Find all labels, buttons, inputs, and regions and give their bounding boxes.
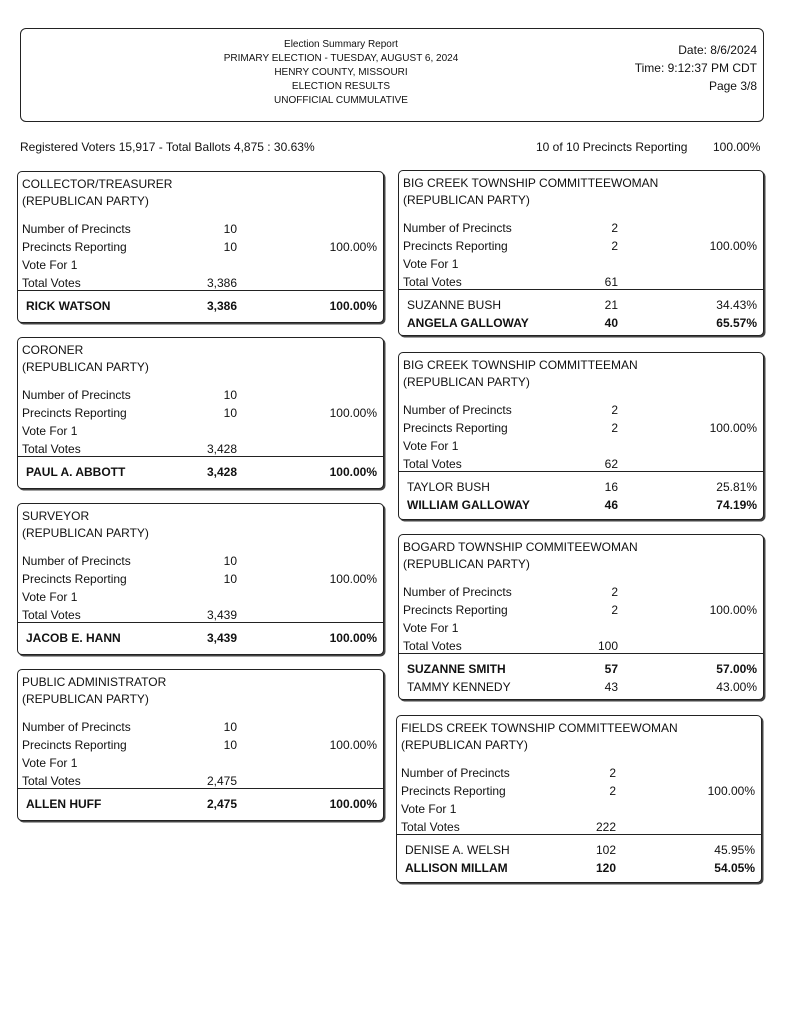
- stat-value: 2: [611, 603, 618, 617]
- candidate-name: JACOB E. HANN: [26, 631, 121, 645]
- race-title: [22, 342, 149, 376]
- candidate-name: RICK WATSON: [26, 299, 111, 313]
- stat-row: [401, 764, 757, 782]
- candidate-votes: 57: [604, 662, 618, 676]
- candidate-percent: 54.05%: [714, 861, 755, 875]
- stat-label: Number of Precincts: [22, 554, 131, 568]
- party-name: (REPUBLICAN PARTY): [22, 194, 149, 208]
- stat-row: [403, 601, 759, 619]
- stat-label: Total Votes: [403, 275, 462, 289]
- race-box: [17, 669, 384, 821]
- candidate-name: DENISE A. WELSH: [405, 843, 510, 857]
- stat-percent: 100.00%: [709, 421, 757, 435]
- stat-label: Precincts Reporting: [22, 572, 127, 586]
- candidate-name: ANGELA GALLOWAY: [407, 316, 529, 330]
- candidate-votes: 40: [604, 316, 618, 330]
- stat-label: Vote For 1: [403, 621, 459, 635]
- stat-label: Vote For 1: [22, 258, 78, 272]
- stat-value: 2: [611, 585, 618, 599]
- office-name: BIG CREEK TOWNSHIP COMMITTEEMAN: [403, 358, 638, 372]
- race-title: [403, 175, 658, 209]
- candidate-percent: 25.81%: [716, 480, 757, 494]
- candidate-votes: 21: [604, 298, 618, 312]
- stat-value: 2: [611, 421, 618, 435]
- stat-row: [22, 422, 379, 440]
- stat-value: 2: [609, 784, 616, 798]
- stat-row: [403, 619, 759, 637]
- stat-label: Number of Precincts: [401, 766, 510, 780]
- report-header: [20, 28, 764, 122]
- results-divider: [399, 289, 763, 290]
- page-number: Page 3/8: [708, 79, 757, 93]
- candidate-name: TAMMY KENNEDY: [407, 680, 511, 694]
- office-name: SURVEYOR: [22, 509, 90, 523]
- candidate-row: [405, 841, 757, 859]
- stat-label: Vote For 1: [22, 590, 78, 604]
- stat-percent: 100.00%: [329, 406, 377, 420]
- stat-label: Number of Precincts: [403, 403, 512, 417]
- stat-row: [403, 219, 759, 237]
- candidate-percent: 100.00%: [329, 299, 377, 313]
- candidate-row: [26, 463, 379, 481]
- stat-value: 3,386: [206, 276, 237, 290]
- party-name: (REPUBLICAN PARTY): [22, 360, 149, 374]
- results-divider: [399, 471, 763, 472]
- stat-label: Vote For 1: [401, 802, 457, 816]
- party-name: (REPUBLICAN PARTY): [403, 375, 530, 389]
- candidate-row: [26, 629, 379, 647]
- office-name: COLLECTOR/TREASURER: [22, 177, 173, 191]
- stat-row: [22, 552, 379, 570]
- results-label: ELECTION RESULTS: [291, 81, 391, 92]
- candidate-votes: 3,439: [206, 631, 237, 645]
- stat-row: [22, 220, 379, 238]
- stat-row: [403, 419, 759, 437]
- stat-label: Total Votes: [22, 774, 81, 788]
- candidate-row: [407, 496, 759, 514]
- candidate-percent: 65.57%: [716, 316, 757, 330]
- stat-label: Precincts Reporting: [22, 240, 127, 254]
- office-name: CORONER: [22, 343, 84, 357]
- stat-label: Total Votes: [401, 820, 460, 834]
- precincts-reporting-summary: 10 of 10 Precincts Reporting: [536, 140, 688, 154]
- race-box: [398, 352, 764, 520]
- stat-value: 3,439: [206, 608, 237, 622]
- race-box: [17, 337, 384, 489]
- stat-value: 10: [223, 406, 237, 420]
- status-label: UNOFFICIAL CUMMULATIVE: [274, 95, 408, 106]
- candidate-votes: 120: [595, 861, 616, 875]
- stat-value: 10: [223, 720, 237, 734]
- stat-label: Precincts Reporting: [22, 738, 127, 752]
- candidate-votes: 16: [604, 480, 618, 494]
- candidate-percent: 57.00%: [716, 662, 757, 676]
- report-title: Election Summary Report: [284, 39, 398, 50]
- race-title: [22, 674, 166, 708]
- stat-row: [22, 588, 379, 606]
- stat-row: [22, 238, 379, 256]
- candidate-row: [26, 297, 379, 315]
- stat-value: 2: [611, 403, 618, 417]
- stat-value: 2: [611, 221, 618, 235]
- stat-value: 10: [223, 572, 237, 586]
- candidate-percent: 100.00%: [329, 631, 377, 645]
- results-divider: [18, 622, 383, 623]
- stat-row: [403, 401, 759, 419]
- stat-label: Vote For 1: [22, 424, 78, 438]
- stat-value: 222: [595, 820, 616, 834]
- race-title: [403, 357, 638, 391]
- stat-label: Number of Precincts: [22, 720, 131, 734]
- candidate-votes: 43: [604, 680, 618, 694]
- office-name: PUBLIC ADMINISTRATOR: [22, 675, 167, 689]
- candidate-name: ALLEN HUFF: [26, 797, 102, 811]
- race-title: [22, 176, 172, 210]
- stat-value: 10: [223, 738, 237, 752]
- candidate-votes: 3,386: [206, 299, 237, 313]
- candidate-row: [407, 296, 759, 314]
- race-box: [398, 170, 764, 336]
- party-name: (REPUBLICAN PARTY): [401, 738, 528, 752]
- race-box: [17, 171, 384, 323]
- party-name: (REPUBLICAN PARTY): [403, 557, 530, 571]
- results-divider: [18, 290, 383, 291]
- stat-row: [22, 570, 379, 588]
- stat-value: 62: [604, 457, 618, 471]
- stat-label: Vote For 1: [403, 257, 459, 271]
- stat-label: Total Votes: [22, 608, 81, 622]
- candidate-name: WILLIAM GALLOWAY: [407, 498, 530, 512]
- candidate-name: SUZANNE BUSH: [407, 298, 502, 312]
- stat-percent: 100.00%: [709, 603, 757, 617]
- stat-row: [22, 256, 379, 274]
- results-divider: [18, 456, 383, 457]
- candidate-name: SUZANNE SMITH: [407, 662, 506, 676]
- results-divider: [397, 834, 761, 835]
- stat-percent: 100.00%: [707, 784, 755, 798]
- stat-label: Precincts Reporting: [403, 603, 508, 617]
- candidate-row: [407, 678, 759, 696]
- stat-row: [22, 754, 379, 772]
- stat-value: 2: [611, 239, 618, 253]
- report-time: Time: 9:12:37 PM CDT: [634, 61, 757, 75]
- stat-value: 10: [223, 222, 237, 236]
- stat-label: Total Votes: [22, 442, 81, 456]
- candidate-percent: 34.43%: [716, 298, 757, 312]
- stat-value: 10: [223, 554, 237, 568]
- candidate-percent: 100.00%: [329, 797, 377, 811]
- stat-label: Precincts Reporting: [401, 784, 506, 798]
- report-title-block: [181, 38, 501, 108]
- county-name: HENRY COUNTY, MISSOURI: [274, 67, 408, 78]
- stat-label: Number of Precincts: [403, 221, 512, 235]
- stat-row: [22, 736, 379, 754]
- stat-percent: 100.00%: [329, 738, 377, 752]
- party-name: (REPUBLICAN PARTY): [22, 526, 149, 540]
- stat-value: 2,475: [206, 774, 237, 788]
- stat-percent: 100.00%: [329, 240, 377, 254]
- report-meta: [635, 41, 757, 95]
- stat-value: 100: [597, 639, 618, 653]
- stat-row: [22, 404, 379, 422]
- stat-label: Precincts Reporting: [403, 239, 508, 253]
- candidate-percent: 74.19%: [716, 498, 757, 512]
- office-name: BIG CREEK TOWNSHIP COMMITTEEWOMAN: [403, 176, 659, 190]
- race-title: [403, 539, 638, 573]
- results-divider: [18, 788, 383, 789]
- stat-value: 2: [609, 766, 616, 780]
- stat-row: [403, 583, 759, 601]
- stat-label: Number of Precincts: [22, 222, 131, 236]
- registered-voters-summary: Registered Voters 15,917 - Total Ballots 4,875 : 30.63%: [20, 140, 315, 154]
- race-box: [17, 503, 384, 655]
- candidate-votes: 102: [595, 843, 616, 857]
- candidate-name: PAUL A. ABBOTT: [26, 465, 126, 479]
- candidate-votes: 2,475: [206, 797, 237, 811]
- stat-percent: 100.00%: [329, 572, 377, 586]
- stat-label: Vote For 1: [22, 756, 78, 770]
- race-title: [401, 720, 678, 754]
- candidate-votes: 3,428: [206, 465, 237, 479]
- precincts-reporting-pct: 100.00%: [713, 140, 761, 154]
- stat-value: 10: [223, 388, 237, 402]
- stat-percent: 100.00%: [709, 239, 757, 253]
- stat-row: [403, 255, 759, 273]
- candidate-percent: 45.95%: [714, 843, 755, 857]
- stat-label: Total Votes: [403, 639, 462, 653]
- candidate-votes: 46: [604, 498, 618, 512]
- candidate-percent: 100.00%: [329, 465, 377, 479]
- race-title: [22, 508, 149, 542]
- stat-label: Number of Precincts: [403, 585, 512, 599]
- office-name: BOGARD TOWNSHIP COMMITEEWOMAN: [403, 540, 638, 554]
- party-name: (REPUBLICAN PARTY): [22, 692, 149, 706]
- candidate-row: [26, 795, 379, 813]
- office-name: FIELDS CREEK TOWNSHIP COMMITTEEWOMAN: [401, 721, 678, 735]
- candidate-percent: 43.00%: [716, 680, 757, 694]
- candidate-name: TAYLOR BUSH: [407, 480, 490, 494]
- stat-row: [22, 718, 379, 736]
- stat-row: [401, 800, 757, 818]
- race-box: [396, 715, 762, 883]
- candidate-name: ALLISON MILLAM: [405, 861, 508, 875]
- stat-value: 61: [604, 275, 618, 289]
- stat-value: 10: [223, 240, 237, 254]
- stat-label: Number of Precincts: [22, 388, 131, 402]
- stat-label: Precincts Reporting: [403, 421, 508, 435]
- candidate-row: [407, 478, 759, 496]
- stat-label: Total Votes: [22, 276, 81, 290]
- stat-value: 3,428: [206, 442, 237, 456]
- stat-row: [403, 437, 759, 455]
- stat-row: [22, 386, 379, 404]
- election-name: PRIMARY ELECTION - TUESDAY, AUGUST 6, 2024: [223, 53, 459, 64]
- party-name: (REPUBLICAN PARTY): [403, 193, 530, 207]
- stat-label: Vote For 1: [403, 439, 459, 453]
- report-date: Date: 8/6/2024: [678, 43, 757, 57]
- race-box: [398, 534, 764, 700]
- results-divider: [399, 653, 763, 654]
- stat-row: [403, 237, 759, 255]
- candidate-row: [407, 314, 759, 332]
- stat-label: Precincts Reporting: [22, 406, 127, 420]
- stat-label: Total Votes: [403, 457, 462, 471]
- candidate-row: [407, 660, 759, 678]
- stat-row: [401, 782, 757, 800]
- candidate-row: [405, 859, 757, 877]
